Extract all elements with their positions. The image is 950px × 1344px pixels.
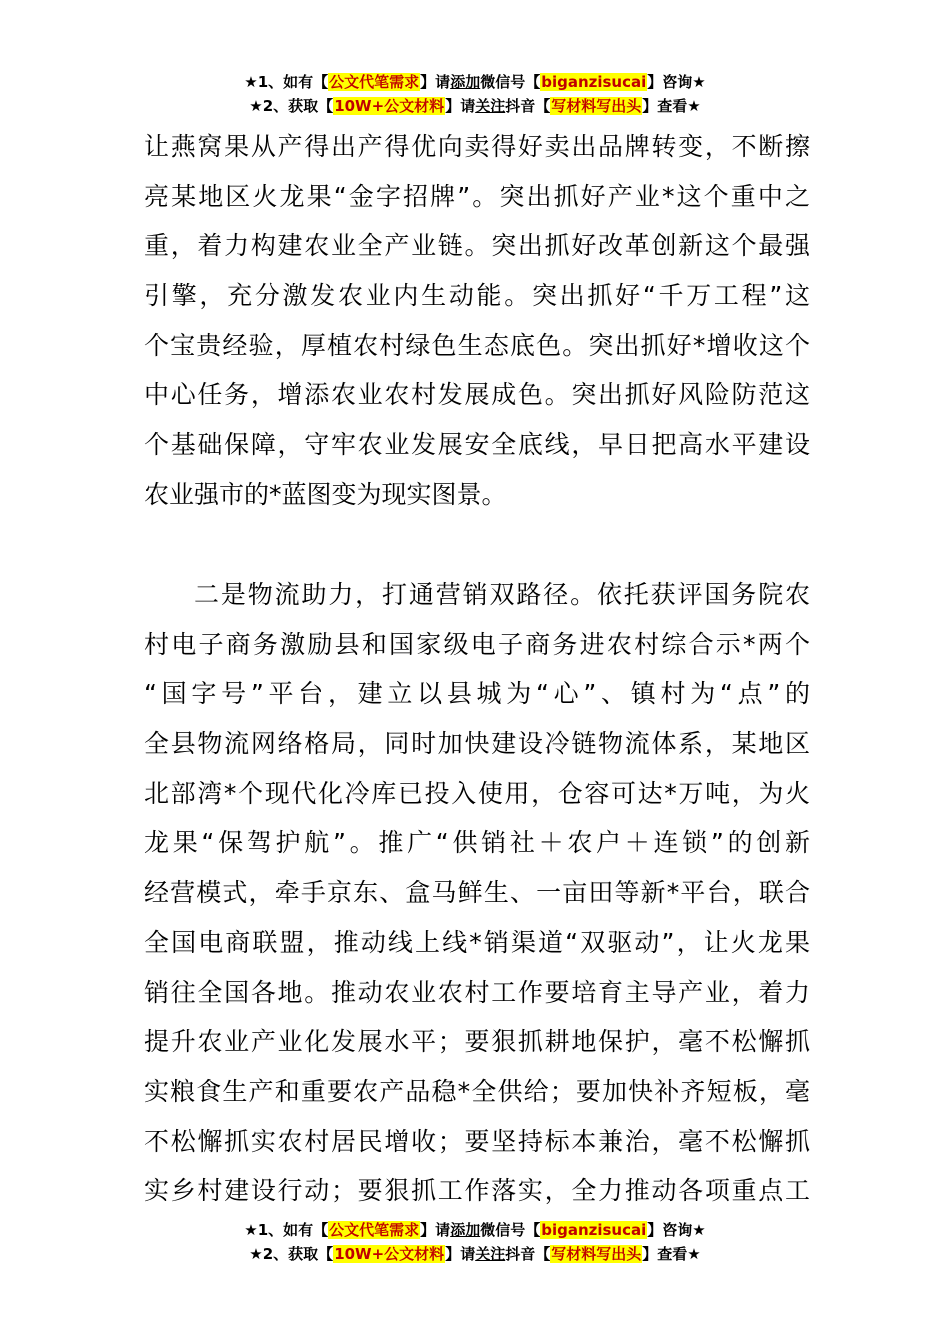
footer-line-2-text-2: 抖音【 [505,1245,551,1263]
header-line-1-prefix: ★1、如有【 [244,73,329,91]
footer-line-1-prefix: ★1、如有【 [244,1221,329,1239]
footer-line-2-text: 】请 [445,1245,476,1263]
header-banner [0,70,950,118]
footer-line-2-highlight-douyin: 写材料写出头 [551,1245,642,1263]
paragraph-line: 二是物流助力，打通营销双路径。依托获评国务院农 [194,580,810,609]
paragraph-line: 提升农业产业化发展水平；要狠抓耕地保护，毫不松懈抓 [144,1027,810,1057]
paragraph-line: 龙果“保驾护航”。推广“供销社＋农户＋连锁”的创新 [144,828,810,858]
header-line-1 [0,70,950,94]
paragraph-line: 个宝贵经验，厚植农村绿色生态底色。突出抓好*增收这个 [144,330,810,360]
paragraph-line: 亮某地区火龙果“金字招牌”。突出抓好产业*这个重中之 [144,181,810,211]
header-line-1-text: 】请 [420,73,451,91]
paragraph-line: 实乡村建设行动；要狠抓工作落实，全力推动各项重点工 [144,1176,810,1206]
footer-line-2 [0,1242,950,1266]
header-line-2 [0,94,950,118]
header-line-1-text-2: 微信号【 [480,73,541,91]
paragraph-line: 全县物流网络格局，同时加快建设冷链物流体系，某地区 [144,729,810,759]
paragraph-line: 销往全国各地。推动农业农村工作要培育主导产业，着力 [144,977,810,1007]
paragraph-line: 重，着力构建农业全产业链。突出抓好改革创新这个最强 [144,231,810,261]
footer-line-1-highlight-wechat: biganzisucai [541,1221,647,1239]
paragraph-line: 农业强市的*蓝图变为现实图景。 [144,479,507,509]
header-line-2-text-2: 抖音【 [505,97,551,115]
paragraph-line: 个基础保障，守牢农业发展安全底线，早日把高水平建设 [144,430,810,460]
header-line-1-highlight-wechat: biganzisucai [541,73,647,91]
footer-line-2-underlined: 关注 [475,1245,506,1263]
paragraph-line: 中心任务，增添农业农村发展成色。突出抓好风险防范这 [144,380,810,410]
paragraph-1 [144,122,810,520]
header-line-2-text: 】请 [445,97,476,115]
footer-line-1-underlined: 添加 [450,1221,481,1239]
paragraph-line: 北部湾*个现代化冷库已投入使用，仓容可达*万吨，为火 [144,778,810,808]
footer-line-2-suffix: 】查看★ [642,1245,701,1263]
paragraph-line: 村电子商务激励县和国家级电子商务进农村综合示*两个 [144,629,810,659]
footer-line-1 [0,1218,950,1242]
footer-line-2-prefix: ★2、获取【 [249,1245,334,1263]
footer-line-1-text-2: 微信号【 [480,1221,541,1239]
paragraph-line: 实粮食生产和重要农产品稳*全供给；要加快补齐短板，毫 [144,1076,810,1106]
footer-line-1-suffix: 】咨询★ [647,1221,706,1239]
header-line-2-prefix: ★2、获取【 [249,97,334,115]
paragraph-line: 引擎，充分激发农业内生动能。突出抓好“千万工程”这 [144,281,810,311]
header-line-1-underlined: 添加 [450,73,481,91]
header-line-2-underlined: 关注 [475,97,506,115]
paragraph-line: 全国电商联盟，推动线上线*销渠道“双驱动”，让火龙果 [144,927,810,957]
footer-line-1-highlight-service: 公文代笔需求 [329,1221,420,1239]
header-line-1-suffix: 】咨询★ [647,73,706,91]
footer-banner [0,1218,950,1266]
footer-line-1-text: 】请 [420,1221,451,1239]
header-line-2-highlight-douyin: 写材料写出头 [551,97,642,115]
paragraph-2 [144,570,810,1216]
paragraph-line: “国字号”平台，建立以县城为“心”、镇村为“点”的 [144,679,810,709]
header-line-1-highlight-service: 公文代笔需求 [329,73,420,91]
header-line-2-suffix: 】查看★ [642,97,701,115]
paragraph-line: 让燕窝果从产得出产得优向卖得好卖出品牌转变，不断擦 [144,132,810,161]
footer-line-2-highlight-materials: 10W+公文材料 [334,1245,445,1263]
paragraph-line: 不松懈抓实农村居民增收；要坚持标本兼治，毫不松懈抓 [144,1126,810,1156]
paragraph-line: 经营模式，牵手京东、盒马鲜生、一亩田等新*平台，联合 [144,878,810,908]
header-line-2-highlight-materials: 10W+公文材料 [334,97,445,115]
